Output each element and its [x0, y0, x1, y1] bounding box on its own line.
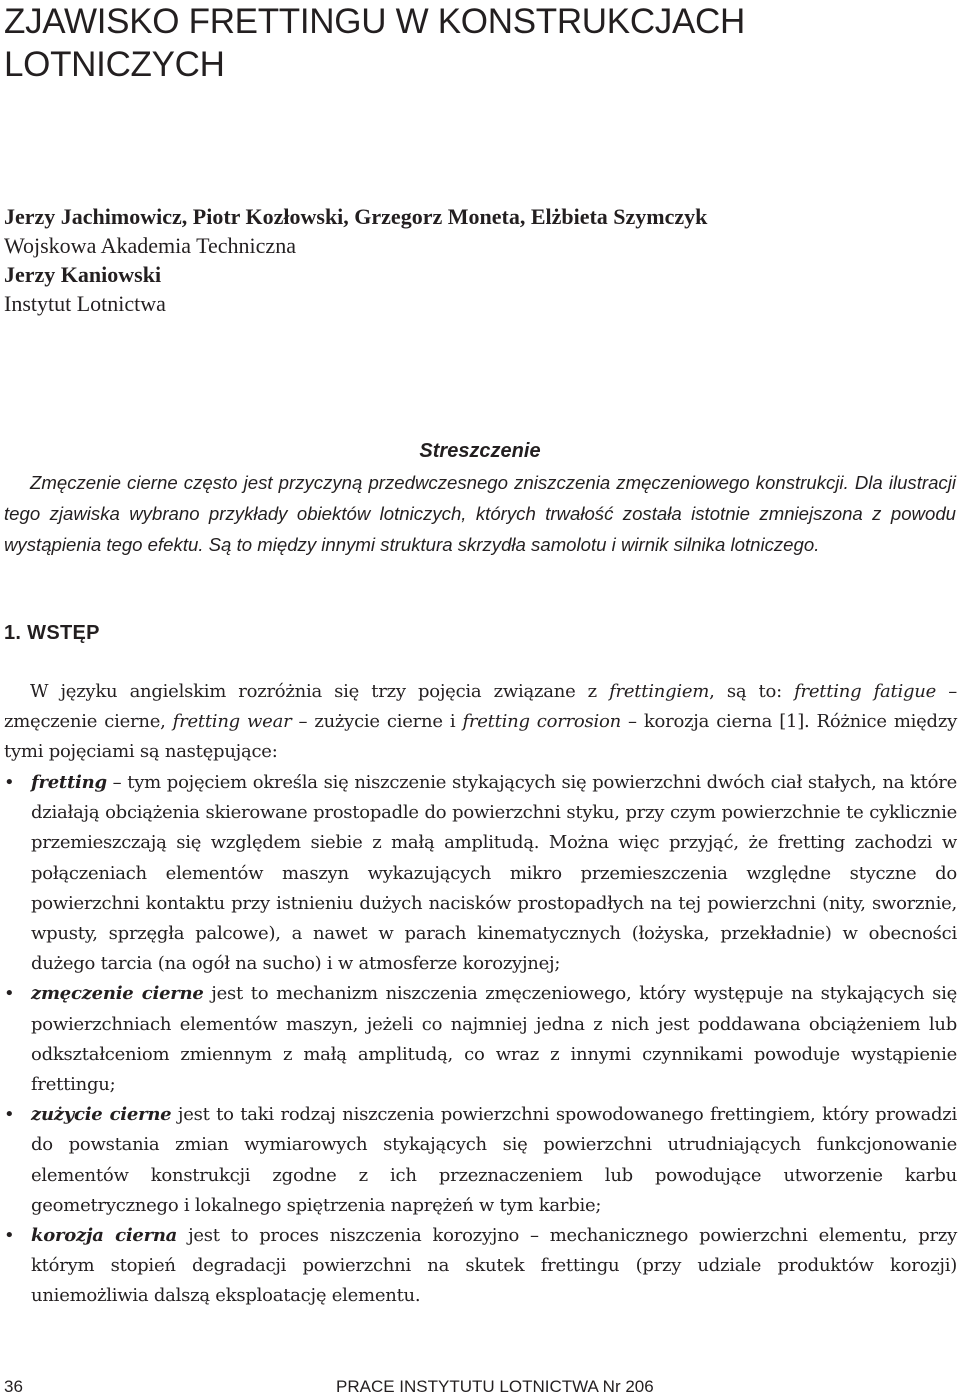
definition-term: fretting: [31, 772, 107, 793]
page-footer: [0, 1376, 960, 1398]
intro-term-frettingiem: frettingiem: [609, 681, 710, 702]
definition-text: jest to proces niszczenia korozyjno – mechanicznego powierzchni elementu, przy którym stopień degradacji powierzchni na skutek frettingu (przy udziale produktów korozji) uniemożliwia dalszą eksploatację elementu.: [31, 1225, 957, 1307]
definition-item: [4, 768, 957, 979]
abstract-heading: Streszczenie: [419, 440, 541, 462]
abstract-text: Zmęczenie cierne często jest przyczyną przedwczesnego zniszczenia zmęczeniowego konstrukcji. Dla ilustracji tego zjawiska wybrano przykłady obiektów lotniczych, których trwałość została istotnie zmniejszona z powodu wystąpienia tego efektu. Są to między innymi struktura skrzydła samolotu i wirnik silnika lotniczego.: [4, 472, 956, 555]
intro-term-fretting-wear: fretting wear: [172, 711, 292, 733]
bullet-icon: •: [4, 1104, 15, 1126]
intro-text-2: , są to:: [709, 681, 795, 702]
paper-title: ZJAWISKO FRETTINGU W KONSTRUKCJACH LOTNICZYCH: [4, 2, 746, 84]
intro-text-3: – zmęczenie cierne,: [4, 681, 957, 733]
definition-text: – tym pojęciem określa się niszczenie stykających się powierzchni dwóch ciał stałych, na które działają obciążenia skierowane prostopadle do powierzchni styku, przy czym powierzchnie te cyklicznie przemieszczają się względem siebie z małą amplitudą. Można więc przyjąć, że fretting zachodzi w połączeniach elementów maszyn wykazujących mikro przemieszczenia względne styczne do powierzchni kontaktu przy istnieniu dużych nacisków prostopadłych na tej powierzchni (nity, sworznie, wpusty, sprzęgła palcowe), a nawet w parach kinematycznych (łożyska, przekładnie) w obecności dużego tarcia (na ogół na sucho) i w atmosferze korozyjnej;: [31, 772, 957, 975]
definition-term: korozja cierna: [31, 1225, 178, 1247]
definition-item: [4, 1221, 957, 1312]
section-heading: 1. WSTĘP: [4, 622, 100, 644]
intro-term-fretting-corrosion: fretting corrosion: [462, 711, 621, 733]
definition-term: zmęczenie cierne: [31, 983, 204, 1005]
bullet-icon: •: [4, 1225, 15, 1247]
author-names-2: Jerzy Kaniowski: [4, 262, 162, 287]
bullet-icon: •: [4, 983, 15, 1005]
intro-text-5: – korozja cierna [1]. Różnice między tymi pojęciami są następujące:: [4, 711, 957, 763]
intro-term-fretting-fatigue: fretting fatigue: [794, 681, 937, 702]
definition-list: [4, 768, 957, 1312]
affiliation-1: Wojskowa Akademia Techniczna: [4, 233, 296, 258]
definition-text: jest to mechanizm niszczenia zmęczeniowego, który występuje na stykających się powierzchniach elementów maszyn, jeżeli co najmniej jedna z nich jest poddawana obciążeniem lub odkształceniom zmiennym z małą amplitudą, co wraz z innymi czynnikami powoduje wystąpienie frettingu;: [31, 983, 957, 1096]
author-block: [4, 202, 954, 318]
intro-text-1: W języku angielskim rozróżnia się trzy pojęcia związane z: [30, 681, 610, 702]
definition-term: zużycie cierne: [31, 1104, 172, 1126]
intro-paragraph: [4, 677, 957, 768]
journal-name: PRACE INSTYTUTU LOTNICTWA Nr 206: [336, 1377, 654, 1396]
intro-text-4: – zużycie cierne i: [291, 711, 463, 733]
definition-item: [4, 979, 957, 1100]
definition-item: [4, 1100, 957, 1221]
page-number: 36: [4, 1377, 23, 1396]
definition-text: jest to taki rodzaj niszczenia powierzchni spowodowanego frettingiem, który prowadzi do powstania zmian wymiarowych stykających się powierzchni utrudniających funkcjonowanie elementów konstrukcji zgodne z ich przeznaczeniem lub powodujące utworzenie karbu geometrycznego i lokalnego spiętrzenia naprężeń w tym karbie;: [31, 1104, 958, 1216]
affiliation-2: Instytut Lotnictwa: [4, 291, 166, 316]
bullet-icon: •: [4, 772, 15, 793]
author-names-1: Jerzy Jachimowicz, Piotr Kozłowski, Grzegorz Moneta, Elżbieta Szymczyk: [4, 204, 708, 229]
